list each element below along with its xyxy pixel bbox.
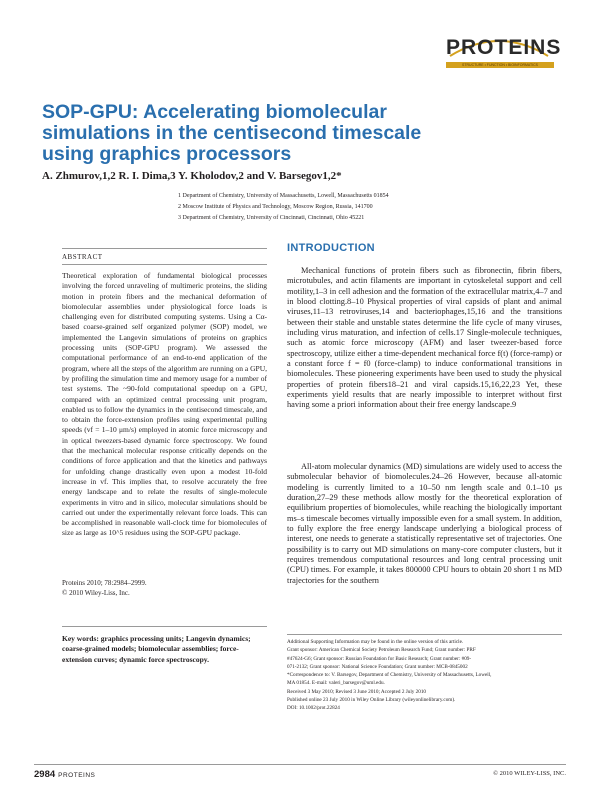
- footnote-line: MA 01854. E-mail: valeri_barsegov@uml.edu.: [287, 680, 385, 687]
- footnote-line: Grant sponsor: American Chemical Society Petroleum Research Fund; Grant number: PRF: [287, 647, 476, 654]
- footnotes: [287, 638, 562, 713]
- footer-copyright: © 2010 WILEY-LISS, INC.: [493, 770, 566, 777]
- footnote-line: #47624-G6; Grant sponsor: Russian Foundation for Basic Research; Grant number: #09-: [287, 655, 472, 662]
- introduction-heading: INTRODUCTION: [287, 242, 375, 254]
- article-title: SOP-GPU: Accelerating biomolecular simulations in the centisecond timescale using graphics processors: [42, 101, 422, 165]
- footnote-rule: [287, 634, 562, 635]
- footnote-line: Received 3 May 2010; Revised 3 June 2010; Accepted 2 July 2010: [287, 688, 427, 695]
- footnote-line: DOI: 10.1002/prot.22824: [287, 705, 340, 712]
- journal-citation: Proteins 2010; 78:2984–2999.: [62, 579, 147, 587]
- keywords: Key words: graphics processing units; Langevin dynamics; coarse-grained models; biomolecular assemblies; force-extension curves; dynamic force spectroscopy.: [62, 634, 251, 664]
- footnote-line: Published online 23 July 2010 in Wiley Online Library (wileyonlinelibrary.com).: [287, 697, 456, 704]
- footnote-line: 071-2132; Grant sponsor: National Science Foundation; Grant number: MCB-0845002: [287, 663, 468, 670]
- journal-logo: [440, 34, 562, 74]
- footnote-line: *Correspondence to: V. Barsegov, Department of Chemistry, University of Massachusetts, Lowell,: [287, 672, 492, 679]
- abstract-copyright: © 2010 Wiley-Liss, Inc.: [62, 589, 130, 597]
- logo-tagline: STRUCTURE • FUNCTION • BIOINFORMATICS: [446, 62, 554, 68]
- logo-wordmark: PROTEINS: [446, 36, 562, 59]
- abstract-heading-rule: [62, 264, 267, 265]
- citation-block: [62, 578, 267, 598]
- footer-left: [34, 769, 95, 780]
- footer-journal-name: PROTEINS: [58, 772, 96, 779]
- abstract-heading: ABSTRACT: [62, 253, 103, 261]
- abstract-text: Theoretical exploration of fundamental biological processes involving the forced unraveling of multimeric proteins, the sliding motion in protein fibers and the mechanical deformation of biomolecular assemblies under physiological force loads is challenging even for distributed computing systems. Using a Cα-based coarse-grained self organized polymer (SOP) model, we implemented the Langevin simulations of proteins on graphics processing units (SOP-GPU program). We assessed the computational performance of an end-to-end application of the program, where all the steps of the algorithm are running on a GPU, by profiling the simulation time and memory usage for a number of test systems. The ~90-fold computational speedup on a GPU, compared with an optimized central processing unit program, enabled us to follow the dynamics in the centisecond timescale, and to obtain the force-extension profiles using experimental pulling speeds (vf = 1–10 μm/s) employed in atomic force microscopy and in optical tweezers-based dynamic force spectroscopy. We found that the mechanical molecular response critically depends on the conditions of force application and that the kinetics and pathways for unfolding change drastically even upon a modest 10-fold increase in vf. This implies that, to resolve accurately the free energy landscape and to relate the results of single-molecule experiments in vitro and in silico, molecular simulations should be carried out under the experimentally relevant force loads. This can be accomplished in reasonable wall-clock time for biomolecules of size as large as 10^5 residues using the SOP-GPU package.: [62, 271, 267, 538]
- intro-paragraph: Mechanical functions of protein fibers such as fibronectin, fibrin fibers, microtubules, and actin filaments are important in cytoskeletal support and cell motility,1–3 in cell adhesion and the formation of the extracellular matrix,4–7 and in blood clotting.8–10 Physical properties of viral capsids of plant and animal viruses,11–13 retroviruses,14 and bacteriophages,15,16 and the transitions between their stable and unstable states determine the life cycle of many viruses, including virus maturation, and infection of cells.17 Single-molecule techniques, such as atomic force microscopy (AFM) and laser tweezer-based force spectroscopy, utilize either a time-dependent mechanical force f(t) (force-ramp) or a constant force f = f0 (force-clamp) to induce conformational transitions in biomolecules. These pioneering experiments have been used to study the physical properties of protein fibers18–21 and viral capsids.15,16,22,23 Yet, these experiments yield results that are nearly impossible to interpret without first having some a priori information about their free energy landscape.9: [287, 266, 562, 410]
- footer-rule: [34, 764, 566, 765]
- affiliation: 2 Moscow Institute of Physics and Technology, Moscow Region, Russia, 141700: [178, 204, 373, 210]
- affiliation: 1 Department of Chemistry, University of Massachusetts, Lowell, Massachusetts 01854: [178, 193, 389, 199]
- intro-paragraph: All-atom molecular dynamics (MD) simulations are widely used to access the submolecular behavior of biomolecules.24–26 However, because all-atomic modeling is currently limited to a 10–50 nm length scale and 0.1–10 μs duration,27–29 these methods allow mostly for the theoretical exploration of equilibrium properties of biomolecules, while reaching the biologically important ms–s timescale becomes virtually impossible even for a small system. In addition, to fully explore the free energy landscape underlying a biological process of interest, one needs to generate a statistically representative set of trajectories. One possibility is to carry out MD simulations on many-core computer clusters, but it requires tremendous computational resources and long central processing unit (CPU) times. For example, it takes 800000 CPU hours to obtain 20 short 1 ns MD trajectories for the southern: [287, 462, 562, 585]
- author-list: A. Zhmurov,1,2 R. I. Dima,3 Y. Kholodov,2 and V. Barsegov1,2*: [42, 170, 342, 182]
- abstract-top-rule: [62, 248, 267, 249]
- affiliation: 3 Department of Chemistry, University of Cincinnati, Cincinnati, Ohio 45221: [178, 215, 365, 221]
- footnote-line: Additional Supporting Information may be found in the online version of this article.: [287, 639, 464, 645]
- page-number: 2984: [34, 769, 56, 780]
- keywords-rule: [62, 626, 267, 627]
- affiliation-list: [178, 191, 558, 224]
